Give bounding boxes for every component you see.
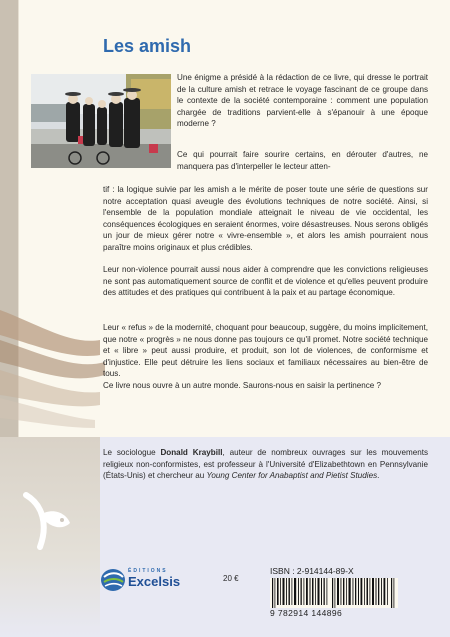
paragraph-5: Ce livre nous ouvre à un autre monde. Saurons-nous en saisir la pertinence ? xyxy=(103,381,382,390)
publisher-label: ÉDITIONS xyxy=(128,568,168,574)
intro-paragraph: Une énigme a présidé à la rédaction de ce livre, qui dresse le portrait de la culture amish et retrace le voyage fascinant de ce groupe dans le contexte de la société contemporaine : comment une population chargée de traditions parvient-elle à s'épanouir à une époque moderne ? xyxy=(177,73,428,128)
page-title: Les amish xyxy=(103,36,192,56)
barcode-graphic xyxy=(270,578,398,608)
publisher-logo xyxy=(100,568,210,592)
research-center-name: Young Center for Anabaptist and Pietist Studies xyxy=(206,471,378,480)
isbn: ISBN : 2-914144-89-X xyxy=(270,566,354,576)
paragraph-2-start: Ce qui pourrait faire sourire certains, en dérouter d'autres, ne manquera pas d'interpeller le lecteur atten- xyxy=(177,150,428,171)
author-bio-suffix: . xyxy=(377,471,380,480)
author-bio xyxy=(103,447,428,482)
paragraph-3: Leur non-violence pourrait aussi nous aider à comprendre que les convictions religieuses ne sont pas automatiquement source de conflit et de violence et qu'elles peuvent produire des attitudes et des pratiques qui contribuent à la paix et au partage économique. xyxy=(103,265,428,297)
amish-group-photo xyxy=(31,74,171,168)
decorative-wave-graphic xyxy=(0,300,110,430)
paragraph-4: Leur « refus » de la modernité, choquant pour beaucoup, suggère, du moins implicitement, que notre « progrès » ne nous donne pas toujours ce qu'il promet. Notre société technique et « libre » peut aussi produire, et produit, son lot de violences, de conformisme et d'injustice. Elle peut détruire les liens sociaux et familiaux nécessaires au bien-être de tous. xyxy=(103,323,428,378)
barcode-number: 9 782914 144896 xyxy=(270,608,343,618)
price: 20 € xyxy=(223,574,239,583)
paragraph-2-continued: tif : la logique suivie par les amish a le mérite de poser toute une série de questions sur notre acceptation quasi aveugle des évolutions techniques de notre société. Ainsi, si l'ensemble de la population mondiale atteignait le niveau de vie occidental, les conséquences écologiques en seraient énormes, voire désastreuses. Nous serons obligés un jour de mieux gérer notre « vivre-ensemble », et alors les amish pourraient nous paraître moins originaux et plus crédibles. xyxy=(103,185,428,252)
author-bio-prefix: Le sociologue xyxy=(103,448,161,457)
publisher-swirl-icon xyxy=(100,568,126,592)
author-name: Donald Kraybill xyxy=(160,448,223,457)
author-bio-middle: , auteur de nombreux ouvrages sur les mouvements religieux non-conformistes, est professeur à l'Université d'Elizabethtown en Pennsylvanie (États-Unis) et chercheur au xyxy=(103,448,428,480)
publisher-name: Excelsis xyxy=(128,574,181,589)
fish-emblem-icon xyxy=(18,485,78,555)
